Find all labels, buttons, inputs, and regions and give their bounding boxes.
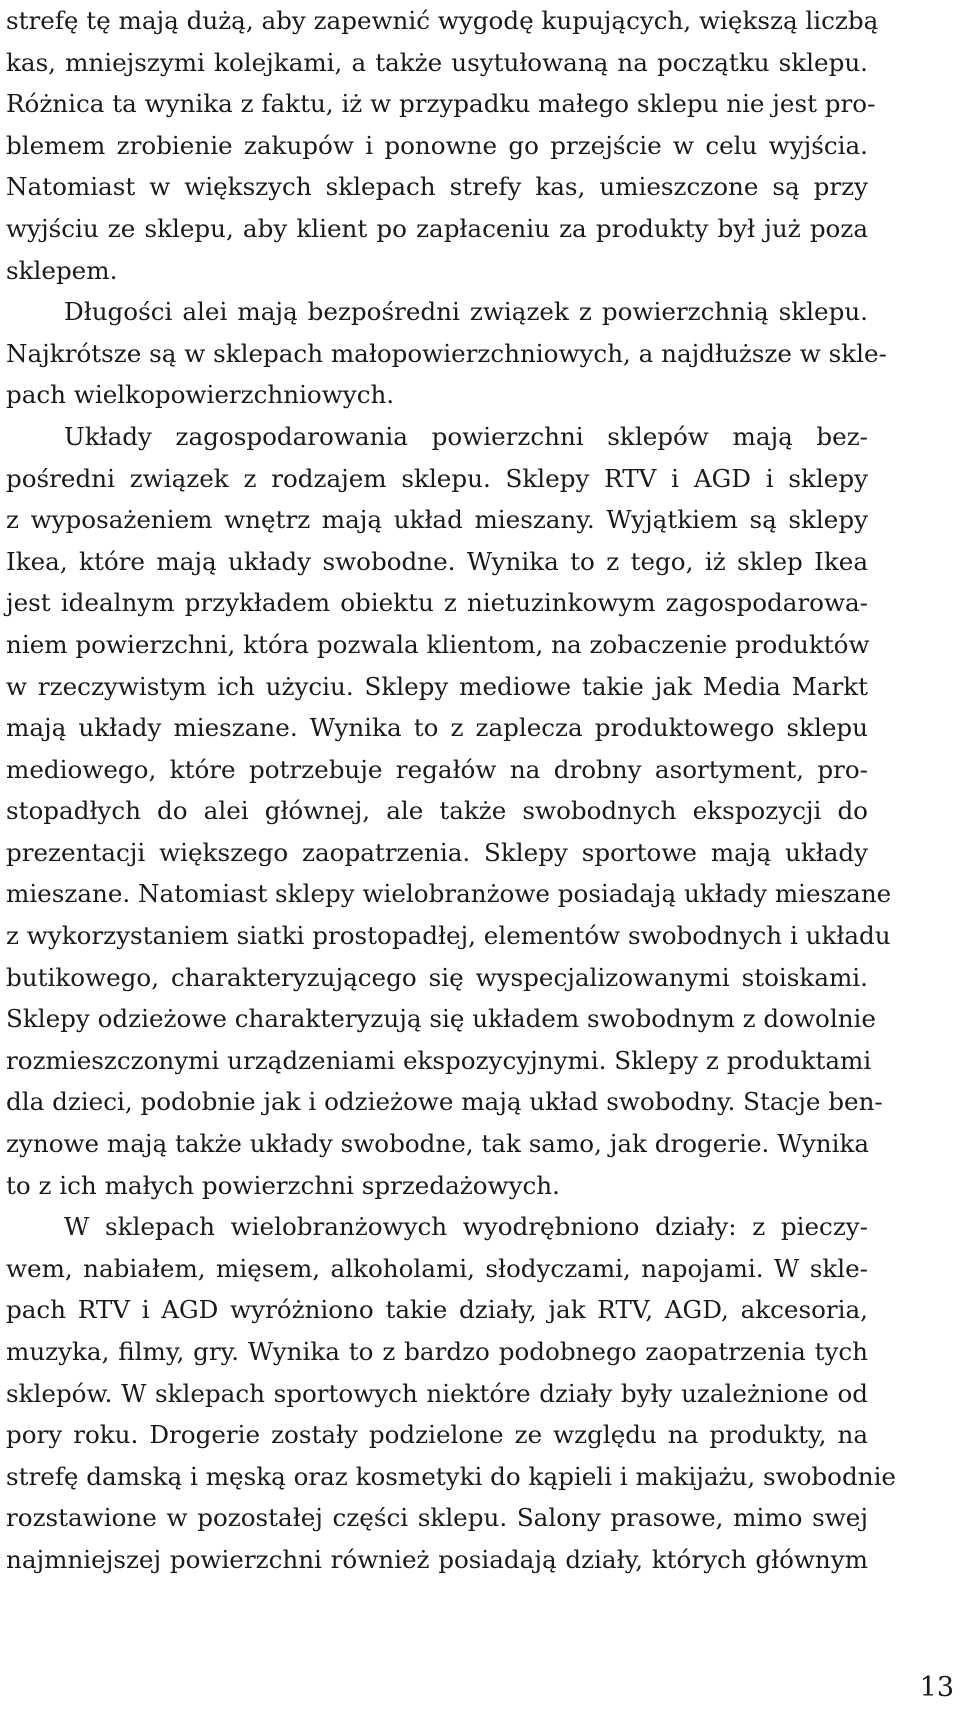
text-line: Sklepy odzieżowe charakteryzują się układem swobodnym z dowolnie bbox=[6, 1004, 876, 1034]
text-line: Najkrótsze są w sklepach małopowierzchniowych, a najdłuższe w skle- bbox=[6, 338, 887, 368]
text-line: pośredni związek z rodzajem sklepu. Sklepy RTV i AGD i sklepy bbox=[6, 463, 868, 493]
text-line: sklepem. bbox=[6, 255, 118, 285]
text-line: rozstawione w pozostałej części sklepu. Salony prasowe, mimo swej bbox=[6, 1503, 868, 1533]
text-line: butikowego, charakteryzującego się wyspecjalizowanymi stoiskami. bbox=[6, 962, 868, 992]
text-line: blemem zrobienie zakupów i ponowne go przejście w celu wyjścia. bbox=[6, 130, 868, 160]
text-line: Natomiast w większych sklepach strefy kas, umieszczone są przy bbox=[6, 172, 868, 202]
text-line: to z ich małych powierzchni sprzedażowych. bbox=[6, 1170, 560, 1200]
text-line: muzyka, filmy, gry. Wynika to z bardzo podobnego zaopatrzenia tych bbox=[6, 1337, 868, 1366]
page-number: 13 bbox=[919, 1672, 954, 1703]
text-line: W sklepach wielobranżowych wyodrębniono działy: z pieczy- bbox=[64, 1212, 868, 1242]
text-line: pory roku. Drogerie zostały podzielone ze względu na produkty, na bbox=[6, 1420, 868, 1450]
text-line: jest idealnym przykładem obiektu z nietuzinkowym zagospodarowa- bbox=[6, 588, 868, 618]
text-line: wyjściu ze sklepu, aby klient po zapłaceniu za produkty był już poza bbox=[6, 213, 868, 243]
text-line: mieszane. Natomiast sklepy wielobranżowe posiadają układy mieszane bbox=[6, 879, 892, 909]
text-line: mediowego, które potrzebuje regałów na drobny asortyment, pro- bbox=[6, 754, 868, 784]
text-line: strefę tę mają dużą, aby zapewnić wygodę kupujących, większą liczbą bbox=[6, 6, 879, 35]
text-line: niem powierzchni, która pozwala klientom, na zobaczenie produktów bbox=[6, 629, 870, 659]
text-line: zynowe mają także układy swobodne, tak samo, jak drogerie. Wynika bbox=[6, 1129, 870, 1159]
text-line: Długości alei mają bezpośredni związek z powierzchnią sklepu. bbox=[64, 297, 868, 327]
text-line: kas, mniejszymi kolejkami, a także usytułowaną na początku sklepu. bbox=[6, 47, 868, 77]
text-line: Różnica ta wynika z faktu, iż w przypadku małego sklepu nie jest pro- bbox=[6, 89, 876, 119]
text-line: z wyposażeniem wnętrz mają układ mieszany. Wyjątkiem są sklepy bbox=[6, 505, 868, 535]
text-line: prezentacji większego zaopatrzenia. Sklepy sportowe mają układy bbox=[6, 837, 868, 867]
text-line: pach wielkopowierzchniowych. bbox=[6, 380, 395, 410]
text-line: z wykorzystaniem siatki prostopadłej, elementów swobodnych i układu bbox=[6, 921, 891, 951]
text-line: w rzeczywistym ich użyciu. Sklepy mediowe takie jak Media Markt bbox=[6, 671, 868, 701]
text-line: sklepów. W sklepach sportowych niektóre działy były uzależnione od bbox=[6, 1378, 868, 1408]
text-line: Ikea, które mają układy swobodne. Wynika to z tego, iż sklep Ikea bbox=[6, 546, 868, 576]
text-line: wem, nabiałem, mięsem, alkoholami, słodyczami, napojami. W skle- bbox=[6, 1253, 868, 1283]
text-line: najmniejszej powierzchni również posiadają działy, których głównym bbox=[6, 1544, 868, 1574]
text-line: Układy zagospodarowania powierzchni sklepów mają bez- bbox=[64, 421, 868, 451]
body-text bbox=[6, 0, 896, 1581]
text-line: pach RTV i AGD wyróżniono takie działy, jak RTV, AGD, akcesoria, bbox=[6, 1295, 868, 1325]
text-line: stopadłych do alei głównej, ale także swobodnych ekspozycji do bbox=[6, 796, 868, 826]
text-line: strefę damską i męską oraz kosmetyki do kąpieli i makijażu, swobodnie bbox=[6, 1461, 896, 1491]
text-line: dla dzieci, podobnie jak i odzieżowe mają układ swobodny. Stacje ben- bbox=[6, 1087, 883, 1117]
text-line: rozmieszczonymi urządzeniami ekspozycyjnymi. Sklepy z produktami bbox=[6, 1045, 872, 1075]
text-line: mają układy mieszane. Wynika to z zaplecza produktowego sklepu bbox=[6, 713, 868, 743]
